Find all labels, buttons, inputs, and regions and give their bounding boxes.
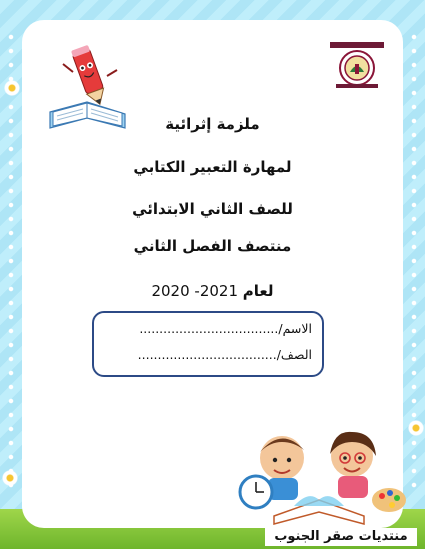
kids-reading-illustration [234,420,409,530]
flower-icon [2,470,18,486]
title-line-2: لمهارة التعبير الكتابي [133,158,292,176]
title-line-3: للصف الثاني الابتدائي [132,200,293,218]
name-field[interactable]: الاسم/................................... [139,321,312,336]
flower-icon [4,80,20,96]
footer-watermark: منتديات صقر الجنوب [265,528,417,546]
flower-icon [408,420,424,436]
title-line-1: ملزمة إثرائية [165,115,260,133]
class-field[interactable]: الصف/................................... [137,347,312,362]
year-range: 2020 -2021 [151,282,238,300]
ministry-emblem-icon [328,40,386,90]
year-prefix: لعام [242,282,274,300]
academic-year [22,282,403,300]
title-line-4: منتصف الفصل الثاني [133,237,292,255]
student-info-box [92,311,324,377]
left-dot-border [7,30,15,490]
